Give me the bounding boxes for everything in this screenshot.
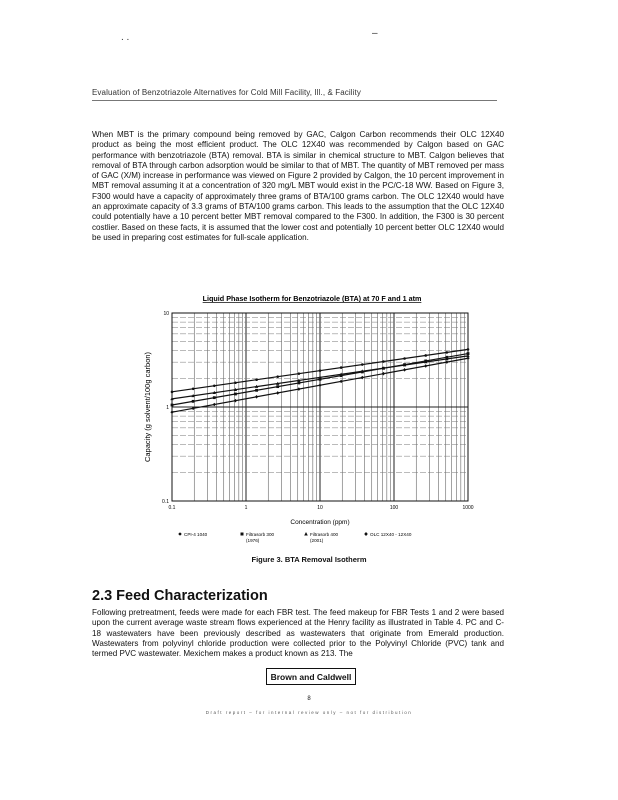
series-marker-4 [255, 395, 258, 399]
x-tick-label: 10 [317, 505, 323, 511]
x-tick-label: 1000 [462, 505, 474, 511]
legend-marker-4 [364, 532, 368, 536]
series-marker-2 [297, 382, 300, 385]
series-marker-1 [319, 369, 322, 372]
header-rule [92, 100, 497, 101]
legend-marker-1 [179, 533, 182, 536]
series-marker-2 [192, 400, 195, 403]
corner-mark-left: . . [121, 32, 130, 43]
series-marker-2 [234, 393, 237, 396]
legend-label-1: CPI-4 1040 [184, 532, 208, 537]
x-tick-label: 100 [389, 505, 399, 511]
isotherm-chart [140, 293, 485, 560]
series-marker-4 [318, 383, 321, 387]
series-marker-1 [446, 351, 449, 354]
y-tick-label: 10 [163, 311, 169, 317]
x-tick-label: 1 [244, 505, 248, 511]
series-marker-2 [276, 385, 279, 388]
series-marker-1 [213, 384, 216, 387]
legend-label-4: OLC 12X40 - 12X40 [370, 532, 412, 537]
legend-label-year-2: (1976) [246, 538, 260, 543]
series-marker-4 [170, 410, 173, 414]
legend-label-year-3: (2001) [310, 538, 324, 543]
y-tick-label: 0.1 [162, 499, 169, 505]
body-paragraph-2: Following pretreatment, feeds were made for each FBR test. The feed makeup for FBR Tests 1 and 2 were based upon the current average waste stream flows experienced at the Henry facility as illustrated in Table 4. PC and C-18 wastewaters have been previously described as wastewaters that originate from Emerald production. Wastewaters from polyvinyl chloride production were collected prior to the Polyvinyl Chloride (PVC) tank and termed PVC wastewater. Mexichem makes a product known as 213. The [92, 608, 504, 659]
series-marker-1 [255, 378, 258, 381]
legend-label-2: Filtrasorb 300 [246, 532, 275, 537]
x-tick-label: 0.1 [168, 505, 176, 511]
series-marker-4 [276, 391, 279, 395]
figure-caption: Figure 3. BTA Removal Isotherm [251, 555, 367, 564]
series-marker-1 [234, 381, 237, 384]
series-marker-1 [171, 391, 174, 394]
x-axis-label: Concentration (ppm) [290, 519, 350, 526]
page-number: 8 [307, 696, 311, 702]
page-header: Evaluation of Benzotriazole Alternatives for Cold Mill Facility, Ill., & Facility [92, 88, 361, 97]
series-marker-2 [213, 396, 216, 399]
series-marker-4 [403, 368, 406, 372]
series-marker-1 [276, 375, 279, 378]
series-marker-4 [213, 403, 216, 407]
section-title: 2.3 Feed Characterization [92, 588, 268, 604]
series-marker-1 [361, 363, 364, 366]
brown-and-caldwell-logo: Brown and Caldwell [266, 668, 356, 685]
legend-label-3: Filtrasorb 400 [310, 532, 339, 537]
chart-ticks [162, 311, 474, 511]
series-marker-1 [382, 360, 385, 363]
chart-svg [140, 293, 485, 555]
top-mark: – [372, 28, 378, 39]
series-marker-1 [340, 366, 343, 369]
series-marker-2 [171, 404, 174, 407]
y-axis-label: Capacity (g solvent/100g carbon) [143, 351, 152, 463]
chart-legend [179, 532, 412, 543]
series-marker-1 [467, 348, 470, 351]
series-marker-1 [192, 388, 195, 391]
series-marker-1 [403, 357, 406, 360]
chart-title: Liquid Phase Isotherm for Benzotriazole (BTA) at 70 F and 1 atm [202, 294, 422, 303]
body-paragraph-1: When MBT is the primary compound being removed by GAC, Calgon Carbon recommends their OLC 12X40 product as being the most efficient product. The OLC 12X40 was recommended by Calgon based on GAC performance with benzotriazole (BTA) removal. BTA is similar in chemical structure to MBT. Calgon believes that removal of BTA through carbon adsorption would be similar to that of MBT. The quantity of MBT removed per mass of GAC (X/M) increase in performance was viewed on Figure 2 provided by Calgon, the 10 percent improvement in MBT removal assuming it at a concentration of 320 mg/L MBT would exist in the PC/C-18 WW. Based on Figure 3, F300 would have a capacity of approximately three grams of BTA/100 grams carbon. The OLC 12X40 would have an approximate capacity of 3.3 grams of BTA/100 grams carbon. This leads to the assumption that the OLC 12X40 could potentially have a 10 percent better MBT removal compared to the F300. In addition, the F300 is 30 percent costlier. Based on these facts, it is assumed that the lower cost and potentially 10 percent better OLC 12X40 would be used in preparing cost estimates for full-scale application. [92, 130, 504, 242]
legend-marker-3 [304, 532, 308, 536]
y-tick-label: 1 [166, 405, 169, 411]
series-marker-1 [424, 354, 427, 357]
series-marker-4 [424, 364, 427, 368]
series-marker-2 [255, 389, 258, 392]
legend-marker-2 [241, 533, 244, 536]
chart-grid [172, 313, 468, 501]
footer-text: Draft report – for internal review only – not for distribution [205, 710, 413, 715]
series-marker-1 [298, 372, 301, 375]
